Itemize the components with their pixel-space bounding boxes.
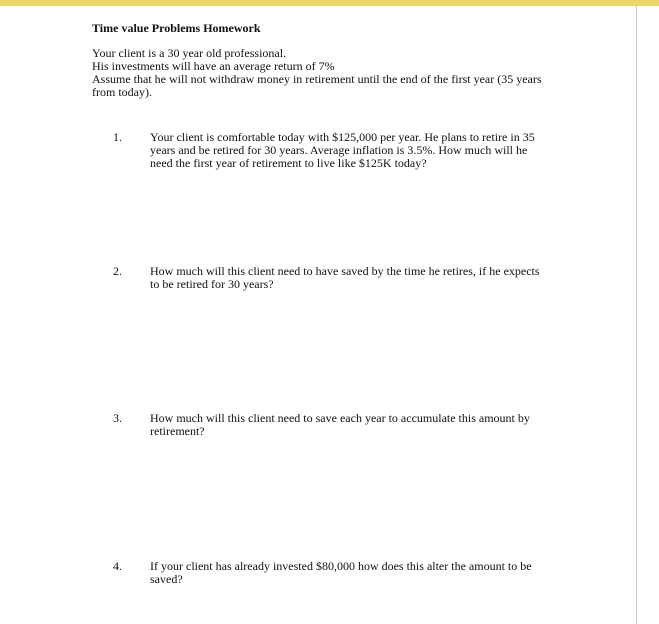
intro-line-1: Your client is a 30 year old professional. — [92, 46, 287, 60]
question-1-text: Your client is comfortable today with $125,000 per year. He plans to retire in 35 years and be retired for 30 years. Average inflation is 3.5%. How much will he need the first year of retirement to live like $125K today? — [150, 130, 535, 170]
page-right-margin — [636, 6, 659, 624]
intro-paragraph — [92, 47, 562, 99]
document-body — [92, 21, 562, 586]
question-1-number: 1. — [113, 130, 122, 144]
document-title: Time value Problems Homework — [92, 21, 261, 35]
question-3-text: How much will this client need to save each year to accumulate this amount by retirement? — [150, 411, 530, 438]
question-2-text: How much will this client need to have saved by the time he retires, if he expects to be retired for 30 years? — [150, 264, 540, 291]
intro-line-3: Assume that he will not withdraw money in retirement until the end of the first year (35 years from today). — [92, 72, 542, 99]
question-4-number: 4. — [113, 559, 122, 573]
question-4-text: If your client has already invested $80,000 how does this alter the amount to be saved? — [150, 559, 532, 586]
intro-line-2: His investments will have an average return of 7% — [92, 59, 335, 73]
question-3-number: 3. — [113, 411, 122, 425]
document-page — [0, 6, 636, 624]
question-2-number: 2. — [113, 264, 122, 278]
